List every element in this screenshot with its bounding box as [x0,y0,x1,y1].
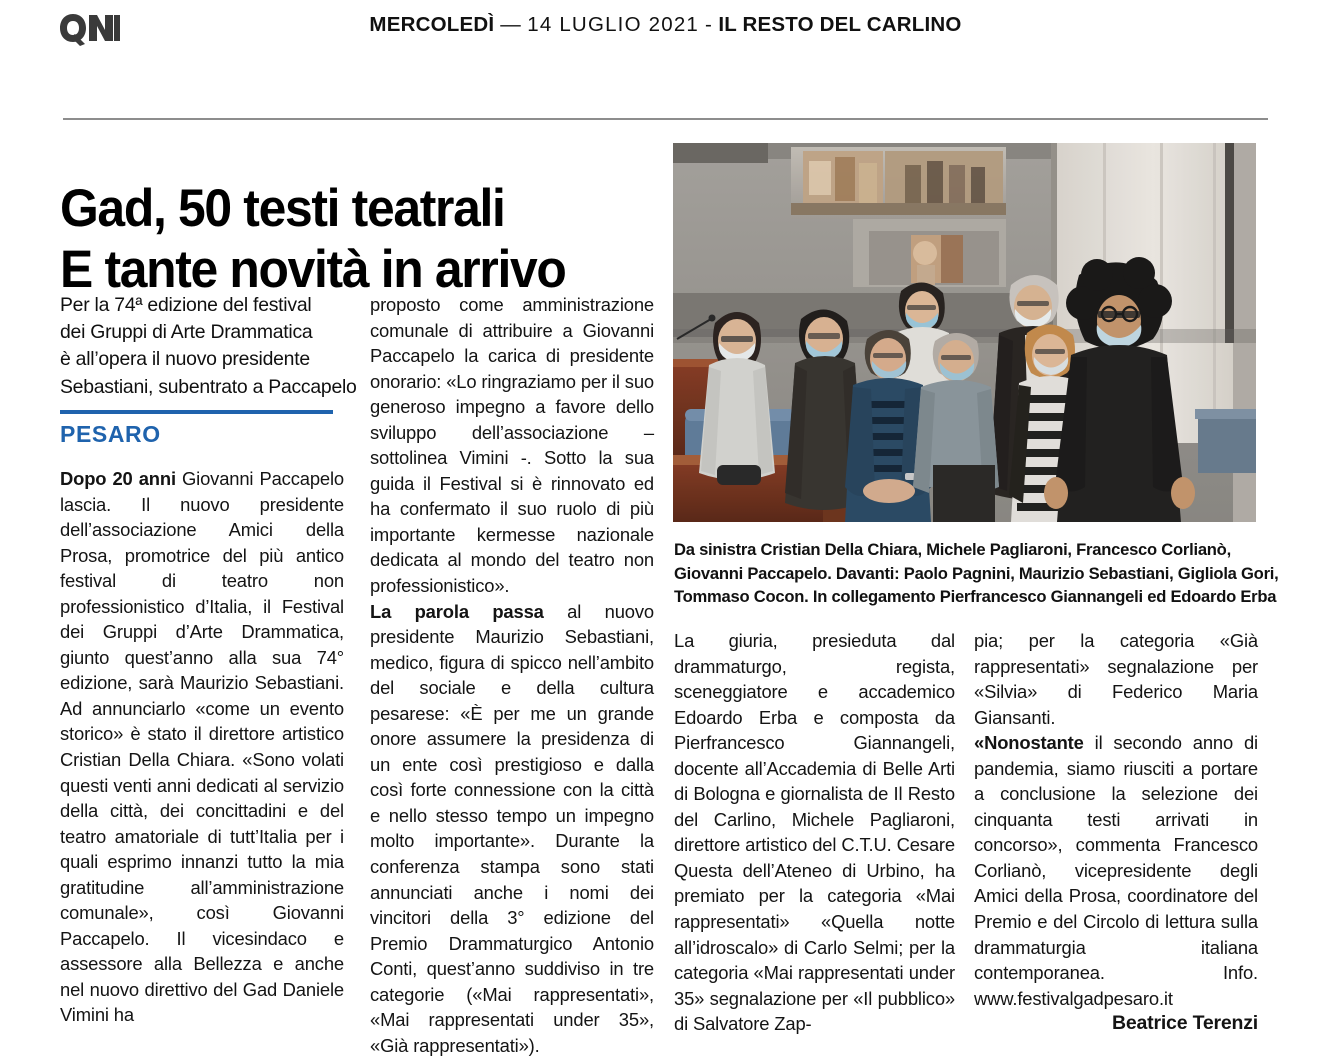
article-column-3 [674,628,955,1037]
masthead-publication: IL RESTO DEL CARLINO [718,13,962,36]
standfirst-line-3: è all’opera il nuovo presidente [60,348,310,371]
article-column-1 [60,466,344,1028]
caption-line-2: Giovanni Paccapelo. Davanti: Paolo Pagnini, Maurizio Sebastiani, Gigliola Gori, [674,563,1279,583]
paragraph [974,628,1258,730]
article-column-2 [370,292,654,1058]
page-title [60,178,624,300]
caption-line-3: Tommaso Cocon. In collegamento Pierfrancesco Giannangeli ed Edoardo Erba [674,587,1277,607]
masthead-divider [63,118,1268,120]
headline-line-2: E tante novità in arrivo [60,239,566,299]
masthead-separator: - [705,13,713,36]
paragraph-text: pia; per la categoria «Già rappresentati» segnalazione per «Silvia» di Federico Maria Giansanti. [974,630,1258,728]
paragraph [370,292,654,599]
standfirst-line-1: Per la 74ª edizione del festival [60,294,312,316]
kicker-divider [60,410,333,414]
paragraph [674,628,955,1037]
paragraph [60,466,344,1028]
lead-in-bold: La parola passa [370,600,544,622]
paragraph-text: il secondo anno di pandemia, siamo riusciti a portare a conclusione la selezione dei cinquanta testi arrivati in concorso», commenta Francesco Corlianò, vicepresidente degli Amici della Prosa, coordinatore del Premio e del Circolo di lettura sulla drammaturgia italiana contemporanea. Info. www.festivalgadpesaro.it [974,732,1258,1009]
photo-caption [674,538,1279,609]
masthead-weekday: MERCOLEDÌ [369,13,495,36]
masthead-date-line [0,13,1331,37]
paragraph [974,730,1258,1011]
lead-in-bold: Dopo 20 anni [60,468,176,489]
paragraph-text: proposto come amministrazione comunale di attribuire a Giovanni Paccapelo la carica di presidente onorario: «Lo ringraziamo per il suo generoso impegno a favore dello sviluppo dell’associazione – sottolinea Vimini -. Sotto la sua guida il Festival si è rinnovato ed ha confermato il suo ruolo di più importante kermesse nazionale dedicata al mondo del teatro non professionistico». [370,294,654,597]
paragraph [370,599,654,1058]
paragraph-text: al nuovo presidente Maurizio Sebastiani, medico, figura di spicco nell’ambito del sociale e della cultura pesarese: «È per me un grande onore assumere la presidenza di un ente così prestigioso e dalla così forte connessione con la città e nello stesso tempo un impegno molto importante». Durante la conferenza stampa sono stati annunciati anche i nomi dei vincitori della 3° edizione del Premio Drammaturgico Antonio Conti, quest’anno suddiviso in tre categorie («Mai rappresentati», «Mai rappresentati under 35», «Già rappresentati»). [370,600,654,1056]
masthead [0,0,1331,120]
article-photo [673,143,1256,522]
section-kicker: PESARO [60,421,161,447]
lead-in-bold: «Nonostante [974,732,1084,754]
standfirst-line-4: Sebastiani, subentrato a Paccapelo [60,375,357,398]
article-column-4 [974,628,1258,1037]
headline-line-1: Gad, 50 testi teatrali [60,178,505,238]
caption-line-1: Da sinistra Cristian Della Chiara, Michele Pagliaroni, Francesco Corlianò, [674,540,1231,559]
paragraph-text: La giuria, presieduta dal drammaturgo, regista, sceneggiatore e accademico Edoardo Erba e composta da Pierfrancesco Giannangeli, docente all’Accademia di Belle Arti di Bologna e giornalista de Il Resto del Carlino, Michele Pagliaroni, direttore artistico del C.T.U. Cesare Questa dell’Ateneo di Urbino, ha premiato per la categoria «Mai rappresentati» «Quella notte all’idroscalo» di Carlo Selmi; per la categoria «Mai rappresentati under 35» segnalazione per «Il pubblico» di Salvatore Zap- [674,630,955,1035]
masthead-dash: — [500,13,522,36]
article-byline: Beatrice Terenzi [1111,1012,1258,1035]
standfirst-line-2: dei Gruppi di Arte Drammatica [60,321,313,344]
masthead-date: 14 LUGLIO 2021 [527,13,700,36]
standfirst [60,292,357,401]
paragraph-text: Giovanni Paccapelo lascia. Il nuovo presidente dell’associazione Amici della Prosa, promotrice del più antico festival di teatro non professionistico d’Italia, il Festival dei Gruppi d’Arte Drammatica, giunto quest’anno alla sua 74° edizione, sarà Maurizio Sebastiani. Ad annunciarlo «come un evento storico» è stato il direttore artistico Cristian Della Chiara. «Sono volati questi venti anni dedicati al servizio della città, dei concittadini e del teatro amatoriale di tutt’Italia per i quali esprimo innanzi tutto la mia gratitudine all’amministrazione comunale», così Giovanni Paccapelo. Il vicesindaco e assessore alla Bellezza e anche nel nuovo direttivo del Gad Daniele Vimini ha [60,468,344,1026]
